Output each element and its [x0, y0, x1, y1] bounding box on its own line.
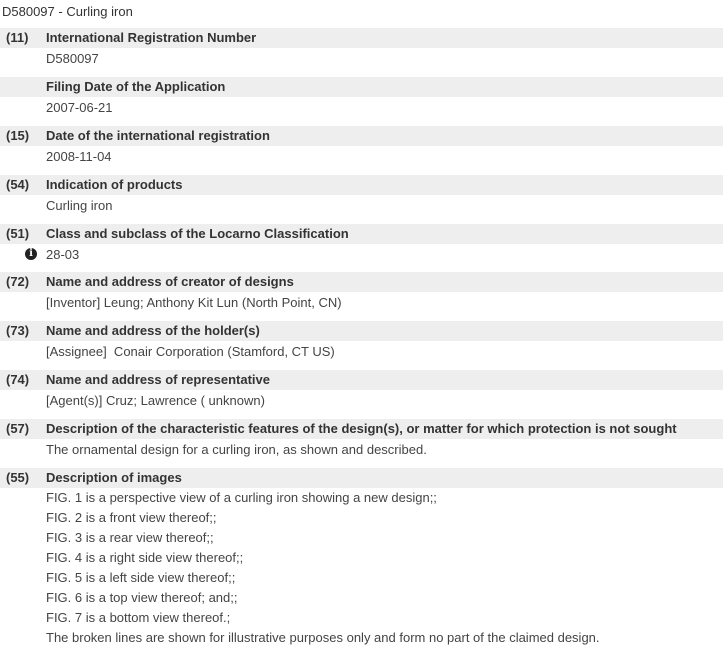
section-value-row	[0, 390, 723, 410]
list-item: FIG. 1 is a perspective view of a curling iron showing a new design;;	[46, 490, 437, 505]
section-value-row	[0, 292, 723, 312]
section-label: Filing Date of the Application	[46, 79, 226, 94]
assignee-value: [Assignee] Conair Corporation (Stamford, CT US)	[46, 344, 335, 359]
agent-value: [Agent(s)] Cruz; Lawrence ( unknown)	[46, 393, 265, 408]
section-label: Name and address of the holder(s)	[46, 323, 260, 338]
section-code: (73)	[6, 323, 30, 338]
section-indication-of-products	[0, 175, 723, 215]
section-representative	[0, 370, 723, 410]
features-description-value: The ornamental design for a curling iron, as shown and described.	[46, 442, 427, 457]
section-label: Name and address of representative	[46, 372, 270, 387]
section-value-row	[0, 439, 723, 459]
section-header	[0, 272, 723, 292]
page-title: D580097 - Curling iron	[2, 4, 133, 19]
section-value-row	[0, 244, 723, 264]
list-item: FIG. 7 is a bottom view thereof.;	[46, 610, 231, 625]
section-label: Class and subclass of the Locarno Classification	[46, 226, 349, 241]
section-creator-of-designs	[0, 272, 723, 312]
list-item: FIG. 4 is a right side view thereof;;	[46, 550, 244, 565]
section-value-row	[0, 48, 723, 68]
section-header	[0, 77, 723, 97]
section-filing-date	[0, 77, 723, 117]
section-characteristic-features	[0, 419, 723, 459]
section-label: Description of the characteristic features of the design(s), or matter for which protection is not sought	[46, 421, 677, 436]
section-header	[0, 321, 723, 341]
list-item: FIG. 5 is a left side view thereof;;	[46, 570, 236, 585]
section-code: (72)	[6, 274, 30, 289]
section-header	[0, 419, 723, 439]
filing-date-value: 2007-06-21	[46, 100, 113, 115]
section-code: (54)	[6, 177, 30, 192]
section-label: Date of the international registration	[46, 128, 270, 143]
registration-number-value: D580097	[46, 51, 99, 66]
section-header	[0, 224, 723, 244]
section-code: (15)	[6, 128, 30, 143]
section-international-registration-number	[0, 28, 723, 68]
section-header	[0, 28, 723, 48]
section-description-of-images	[0, 468, 723, 652]
section-code: (51)	[6, 226, 30, 241]
list-item: The broken lines are shown for illustrative purposes only and form no part of the claimed design.	[46, 630, 600, 645]
section-value-row	[0, 341, 723, 361]
section-code: (57)	[6, 421, 30, 436]
section-value-row	[0, 488, 723, 652]
products-value: Curling iron	[46, 198, 113, 213]
section-code: (55)	[6, 470, 30, 485]
list-item: FIG. 6 is a top view thereof; and;;	[46, 590, 238, 605]
registration-date-value: 2008-11-04	[46, 149, 112, 164]
section-code: (11)	[6, 30, 29, 45]
section-header	[0, 126, 723, 146]
section-header	[0, 468, 723, 488]
section-label: Description of images	[46, 470, 182, 485]
list-item: FIG. 3 is a rear view thereof;;	[46, 530, 214, 545]
inventor-value: [Inventor] Leung; Anthony Kit Lun (North Point, CN)	[46, 295, 342, 310]
section-holder	[0, 321, 723, 361]
section-label: Indication of products	[46, 177, 183, 192]
locarno-class-value: 28-03	[46, 247, 80, 262]
images-description-list	[46, 488, 716, 648]
section-registration-date	[0, 126, 723, 166]
section-label: International Registration Number	[46, 30, 257, 45]
section-value-row	[0, 146, 723, 166]
section-code: (74)	[6, 372, 30, 387]
section-label: Name and address of creator of designs	[46, 274, 294, 289]
section-header	[0, 175, 723, 195]
info-icon[interactable]: i	[25, 248, 37, 260]
section-value-row	[0, 195, 723, 215]
list-item: FIG. 2 is a front view thereof;;	[46, 510, 217, 525]
section-header	[0, 370, 723, 390]
section-value-row	[0, 97, 723, 117]
section-locarno-classification	[0, 224, 723, 264]
